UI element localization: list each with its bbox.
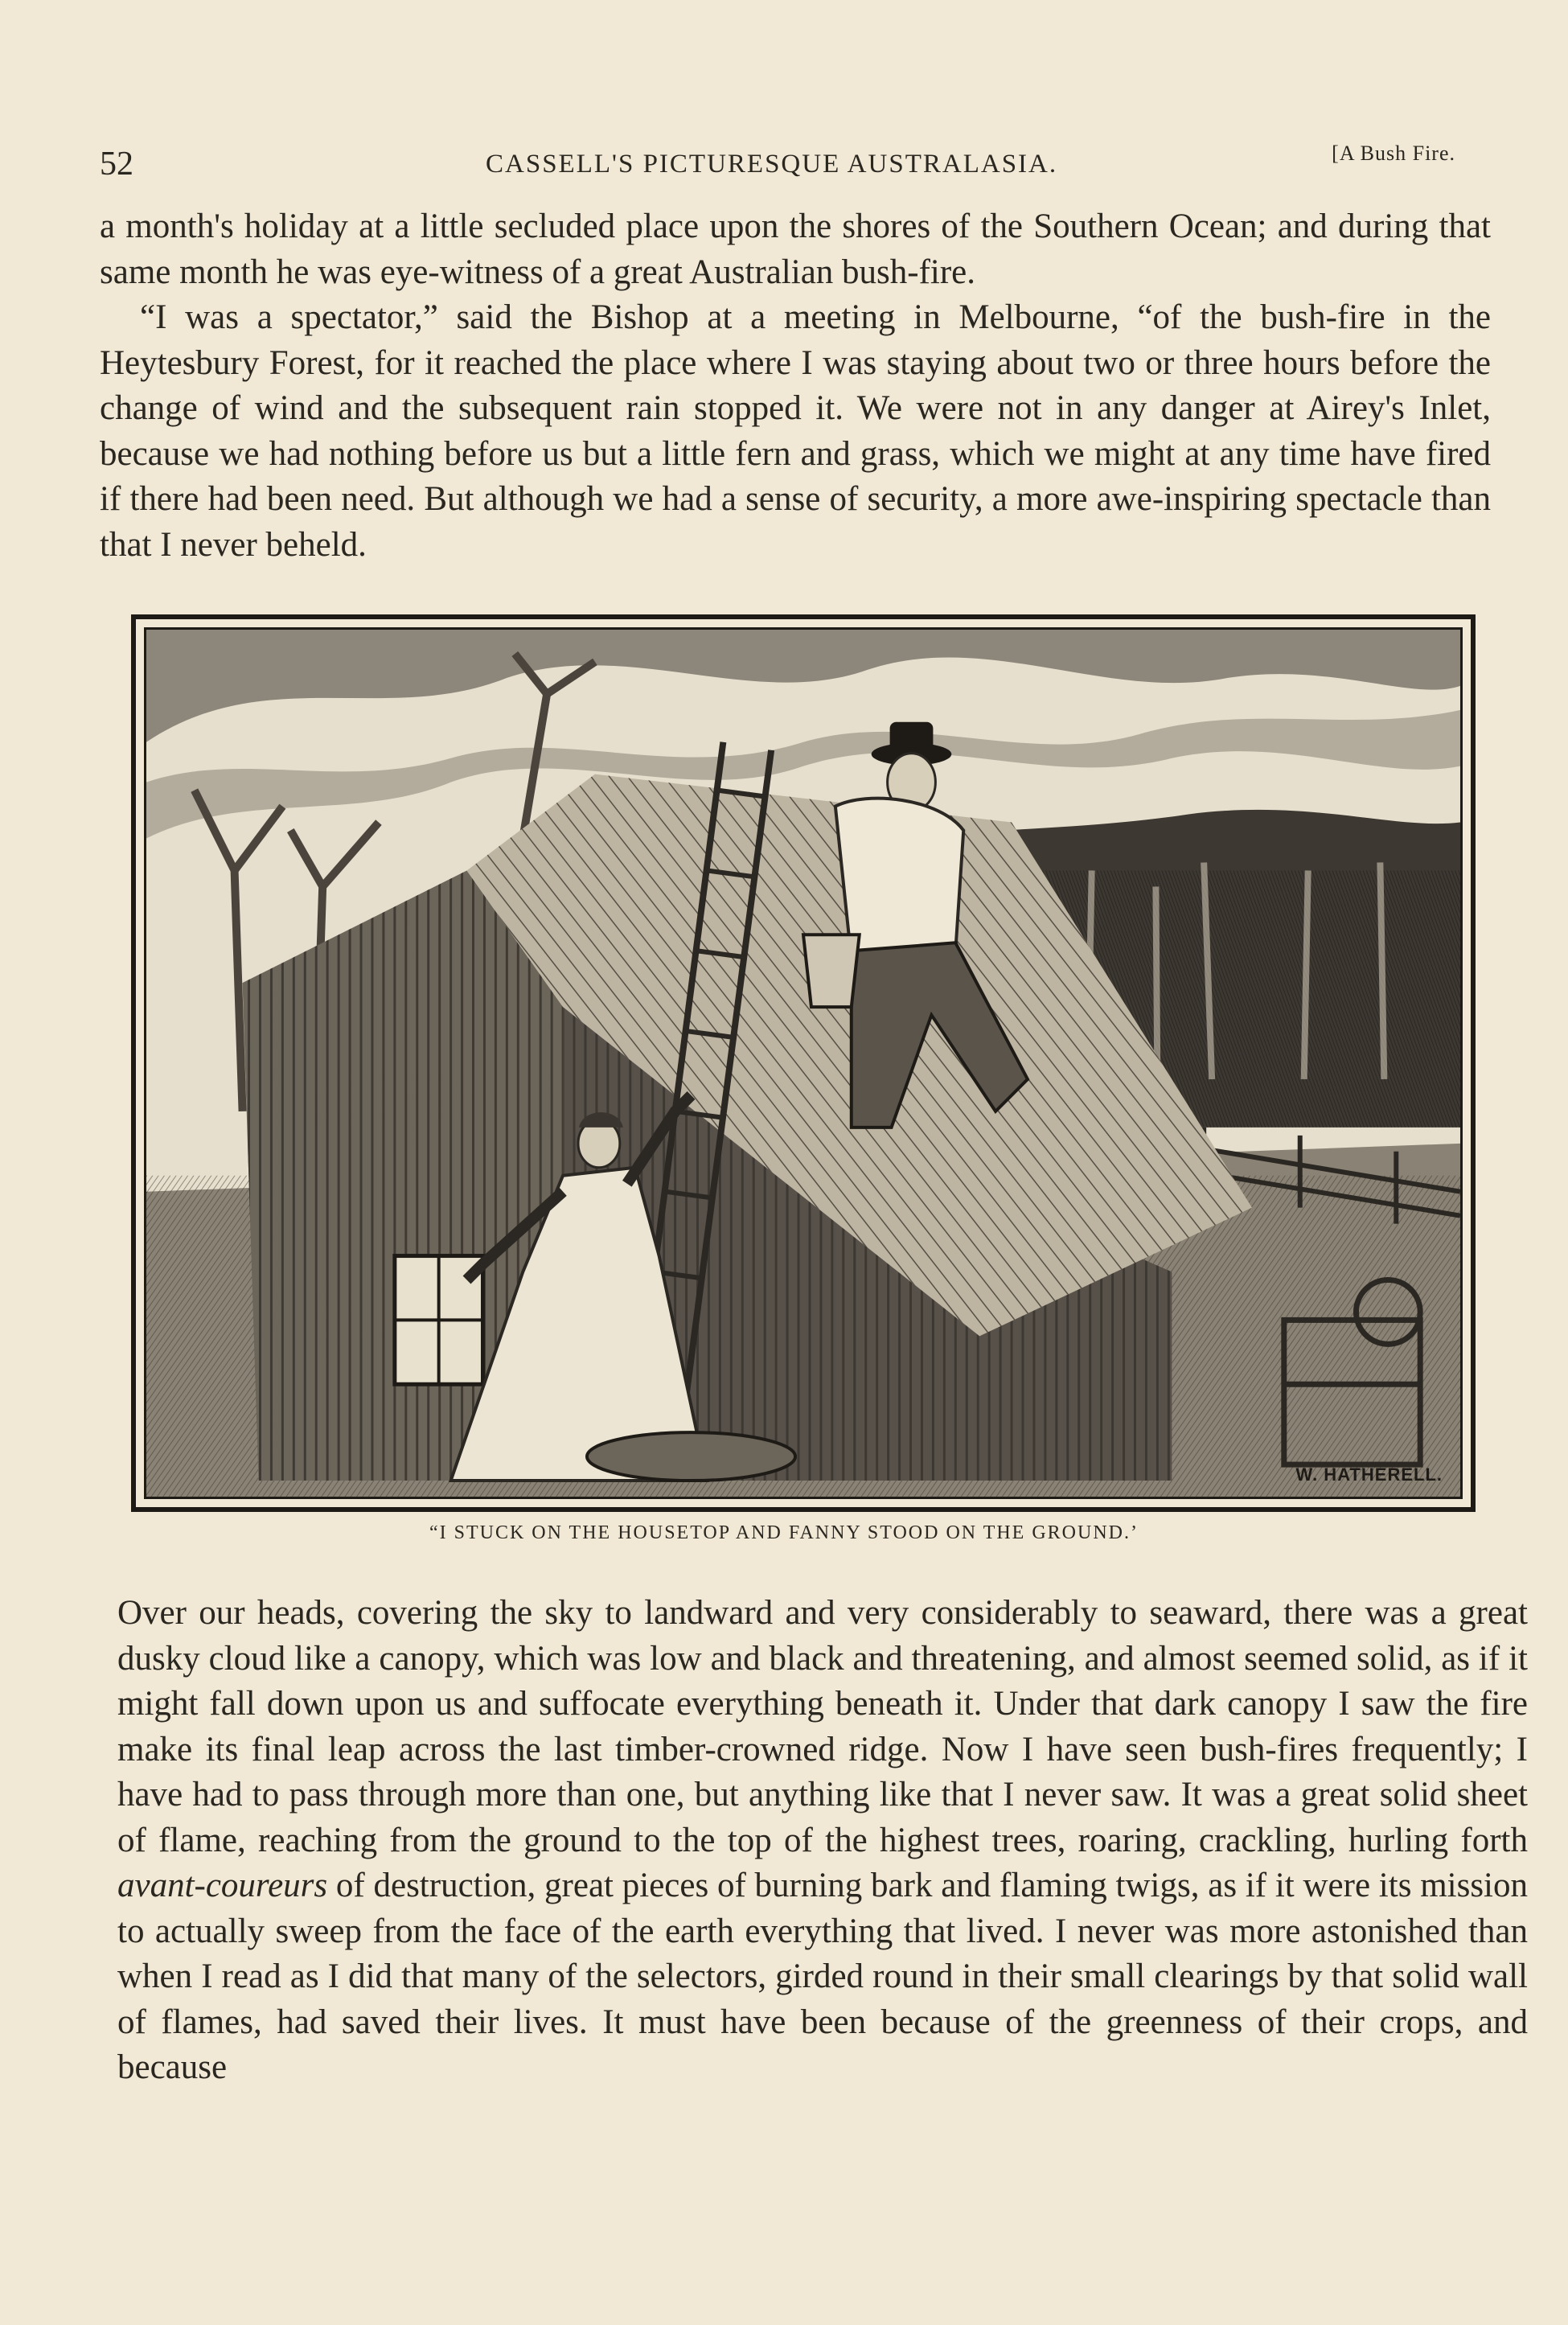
section-title: [A Bush Fire. xyxy=(1332,142,1455,165)
engraving-scene xyxy=(146,630,1460,1497)
paragraph-continuation: a month's holiday at a little secluded place upon the shores of the Southern Ocean; and during that same month he was eye-witness of a great Australian bush-fire. xyxy=(100,207,1491,291)
page-number: 52 xyxy=(100,146,133,183)
paragraph-bishop-quote: “I was a spectator,” said the Bishop at a meeting in Melbourne, “of the bush-fire in the Heytesbury Forest, for it reached the place where I was staying about two or three hours before the change of wind and the subsequent rain stopped it. We were not in any danger at Airey's Inlet, because we had nothing before us but a little fern and grass, which we might at any time have fired if there had been need. But although we had a sense of security, a more awe-inspiring spectacle than that I never beheld. xyxy=(100,298,1491,564)
illustration-frame xyxy=(131,614,1476,1512)
text-part-2: of destruction, great pieces of burning bark and flaming twigs, as if it were its mission to actually sweep from the face of the earth everything that lived. I never was more astonished than when I read as I did that many of the selectors, girded round in their small clearings by that solid wall of flames, had saved their lives. It must have been because of the greenness of their crops, and because xyxy=(117,1867,1528,2086)
italic-phrase: avant-coureurs xyxy=(117,1867,328,1904)
bottom-text-block xyxy=(117,1591,1528,2091)
text-part-1: Over our heads, covering the sky to landward and very considerably to seaward, there was a great dusky cloud like a canopy, which was low and black and threatening, and almost seemed solid, as if it might fall down upon us and suffocate everything beneath it. Under that dark canopy I saw the fire make its final leap across the last timber-crowned ridge. Now I have seen bush-fires frequently; I have had to pass through more than one, but anything like that I never saw. It was a great solid sheet of flame, reaching from the ground to the top of the highest trees, roaring, crackling, hurling forth xyxy=(117,1594,1528,1859)
top-text-block xyxy=(100,204,1491,568)
illustration-caption: “I STUCK ON THE HOUSETOP AND FANNY STOOD ON THE GROUND.’ xyxy=(429,1522,1139,1543)
page-header xyxy=(100,142,1455,182)
paragraph-fire-description xyxy=(117,1591,1528,2091)
artist-signature: W. HATHERELL. xyxy=(1295,1464,1443,1485)
engraving-illustration xyxy=(144,627,1463,1499)
running-title: CASSELL'S PICTURESQUE AUSTRALASIA. xyxy=(486,150,1058,179)
